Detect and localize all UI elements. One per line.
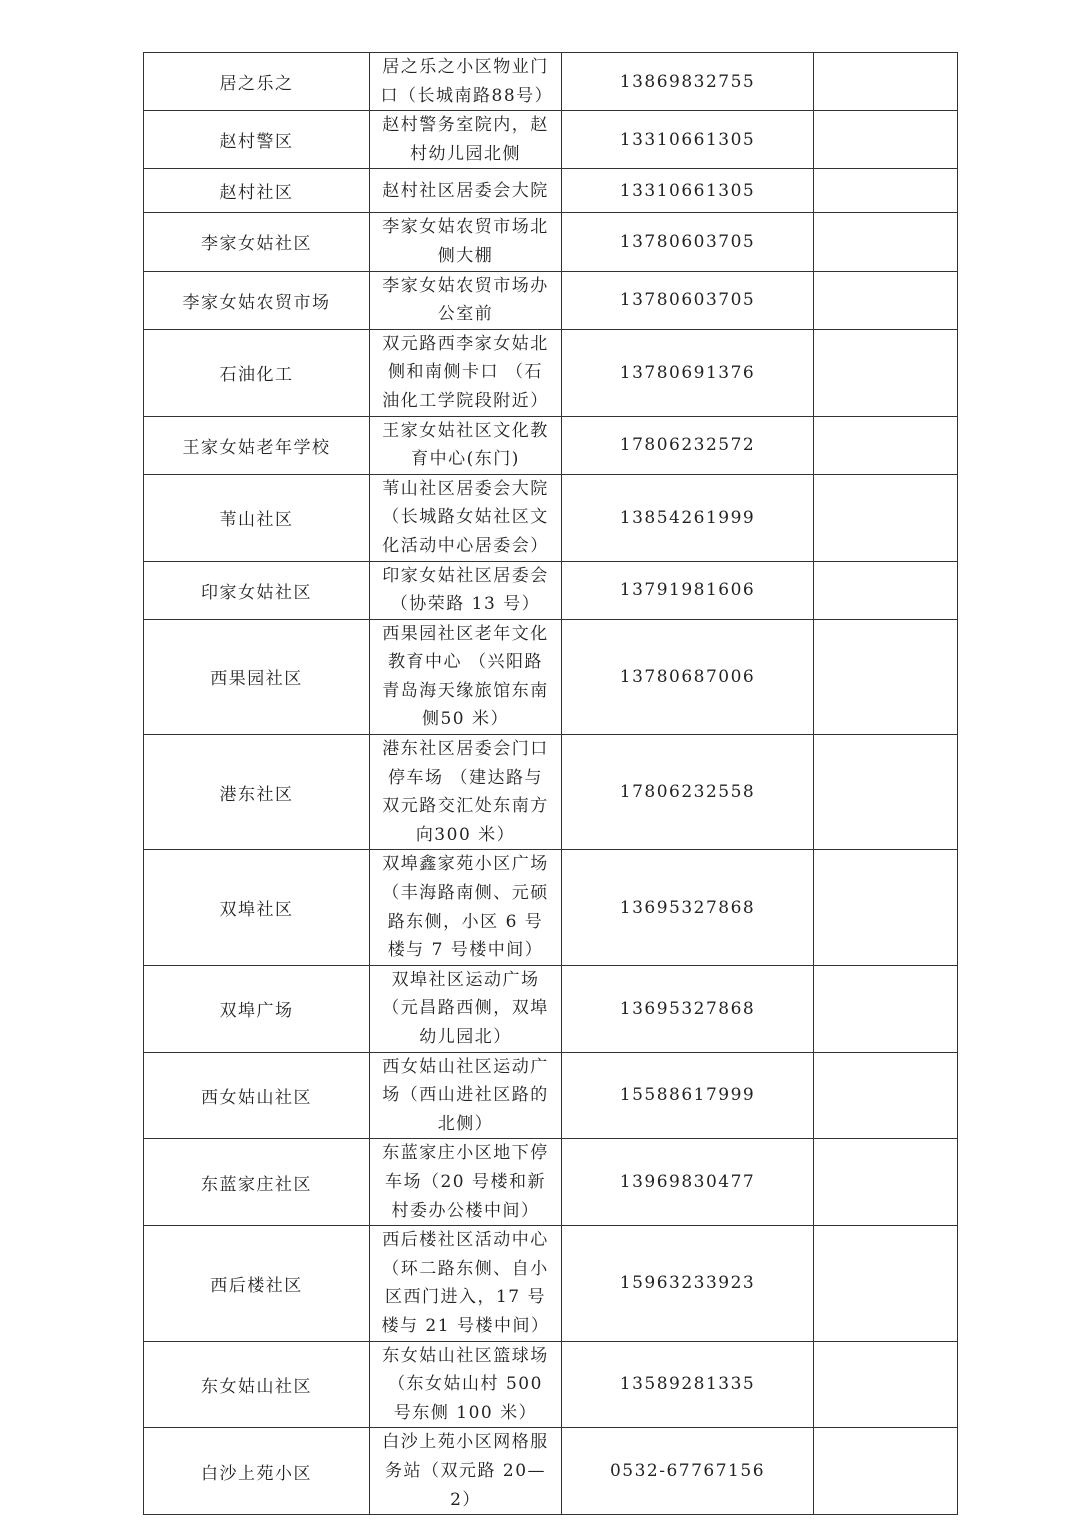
table-row: [144, 735, 958, 850]
contact-phone: 15963233923: [562, 1226, 814, 1341]
site-location: 西果园社区老年文化教育中心 （兴阳路青岛海天缘旅馆东南侧50 米）: [370, 619, 562, 734]
site-location: 双埠社区运动广场（元昌路西侧，双埠幼儿园北）: [370, 965, 562, 1052]
site-name: 王家女姑老年学校: [144, 416, 370, 474]
contact-phone: 13854261999: [562, 474, 814, 561]
contact-phone: 13780687006: [562, 619, 814, 734]
site-location: 居之乐之小区物业门口（长城南路88号）: [370, 53, 562, 111]
table-row: [144, 1052, 958, 1139]
site-location: 东女姑山社区篮球场（东女姑山村 500 号东侧 100 米）: [370, 1341, 562, 1428]
contact-phone: 17806232572: [562, 416, 814, 474]
site-location: 李家女姑农贸市场办公室前: [370, 271, 562, 329]
notes-cell: [814, 169, 958, 213]
table-row: [144, 169, 958, 213]
site-name: 苇山社区: [144, 474, 370, 561]
notes-cell: [814, 1428, 958, 1515]
notes-cell: [814, 1226, 958, 1341]
site-name: 赵村警区: [144, 111, 370, 169]
testing-sites-table: [143, 52, 958, 1515]
site-name: 白沙上苑小区: [144, 1428, 370, 1515]
contact-phone: 13869832755: [562, 53, 814, 111]
site-location: 双元路西李家女姑北侧和南侧卡口 （石油化工学院段附近）: [370, 329, 562, 416]
table-row: [144, 111, 958, 169]
site-location: 港东社区居委会门口停车场 （建达路与双元路交汇处东南方向300 米）: [370, 735, 562, 850]
notes-cell: [814, 111, 958, 169]
contact-phone: 13310661305: [562, 169, 814, 213]
site-name: 西女姑山社区: [144, 1052, 370, 1139]
table-row: [144, 53, 958, 111]
notes-cell: [814, 561, 958, 619]
table-row: [144, 271, 958, 329]
site-location: 白沙上苑小区网格服务站（双元路 20—2）: [370, 1428, 562, 1515]
site-name: 西后楼社区: [144, 1226, 370, 1341]
table-row: [144, 561, 958, 619]
table-row: [144, 474, 958, 561]
contact-phone: 13695327868: [562, 850, 814, 965]
contact-phone: 13780691376: [562, 329, 814, 416]
contact-phone: 0532-67767156: [562, 1428, 814, 1515]
notes-cell: [814, 474, 958, 561]
notes-cell: [814, 1052, 958, 1139]
contact-phone: 13780603705: [562, 213, 814, 271]
site-name: 李家女姑社区: [144, 213, 370, 271]
notes-cell: [814, 619, 958, 734]
site-location: 赵村社区居委会大院: [370, 169, 562, 213]
site-name: 赵村社区: [144, 169, 370, 213]
notes-cell: [814, 416, 958, 474]
site-location: 赵村警务室院内，赵村幼儿园北侧: [370, 111, 562, 169]
site-location: 王家女姑社区文化教育中心(东门): [370, 416, 562, 474]
site-name: 西果园社区: [144, 619, 370, 734]
site-location: 李家女姑农贸市场北侧大棚: [370, 213, 562, 271]
table-row: [144, 619, 958, 734]
site-location: 西后楼社区活动中心（环二路东侧、自小区西门进入，17 号楼与 21 号楼中间）: [370, 1226, 562, 1341]
site-name: 港东社区: [144, 735, 370, 850]
notes-cell: [814, 965, 958, 1052]
table-row: [144, 416, 958, 474]
table-row: [144, 213, 958, 271]
contact-phone: 13969830477: [562, 1139, 814, 1226]
table-row: [144, 1139, 958, 1226]
notes-cell: [814, 1139, 958, 1226]
site-location: 西女姑山社区运动广场（西山进社区路的北侧）: [370, 1052, 562, 1139]
site-name: 东女姑山社区: [144, 1341, 370, 1428]
site-location: 苇山社区居委会大院（长城路女姑社区文化活动中心居委会）: [370, 474, 562, 561]
site-name: 双埠广场: [144, 965, 370, 1052]
notes-cell: [814, 1341, 958, 1428]
site-location: 印家女姑社区居委会（协荣路 13 号）: [370, 561, 562, 619]
table-row: [144, 965, 958, 1052]
notes-cell: [814, 329, 958, 416]
site-name: 李家女姑农贸市场: [144, 271, 370, 329]
table-row: [144, 329, 958, 416]
notes-cell: [814, 271, 958, 329]
contact-phone: 15588617999: [562, 1052, 814, 1139]
table-row: [144, 1226, 958, 1341]
site-name: 石油化工: [144, 329, 370, 416]
table-row: [144, 850, 958, 965]
site-name: 印家女姑社区: [144, 561, 370, 619]
contact-phone: 13780603705: [562, 271, 814, 329]
notes-cell: [814, 53, 958, 111]
site-location: 东蓝家庄小区地下停车场（20 号楼和新村委办公楼中间）: [370, 1139, 562, 1226]
notes-cell: [814, 735, 958, 850]
site-name: 东蓝家庄社区: [144, 1139, 370, 1226]
table-row: [144, 1428, 958, 1515]
contact-phone: 17806232558: [562, 735, 814, 850]
contact-phone: 13791981606: [562, 561, 814, 619]
contact-phone: 13310661305: [562, 111, 814, 169]
notes-cell: [814, 850, 958, 965]
contact-phone: 13695327868: [562, 965, 814, 1052]
table-row: [144, 1341, 958, 1428]
notes-cell: [814, 213, 958, 271]
site-location: 双埠鑫家苑小区广场（丰海路南侧、元硕路东侧，小区 6 号楼与 7 号楼中间）: [370, 850, 562, 965]
contact-phone: 13589281335: [562, 1341, 814, 1428]
site-name: 居之乐之: [144, 53, 370, 111]
site-name: 双埠社区: [144, 850, 370, 965]
